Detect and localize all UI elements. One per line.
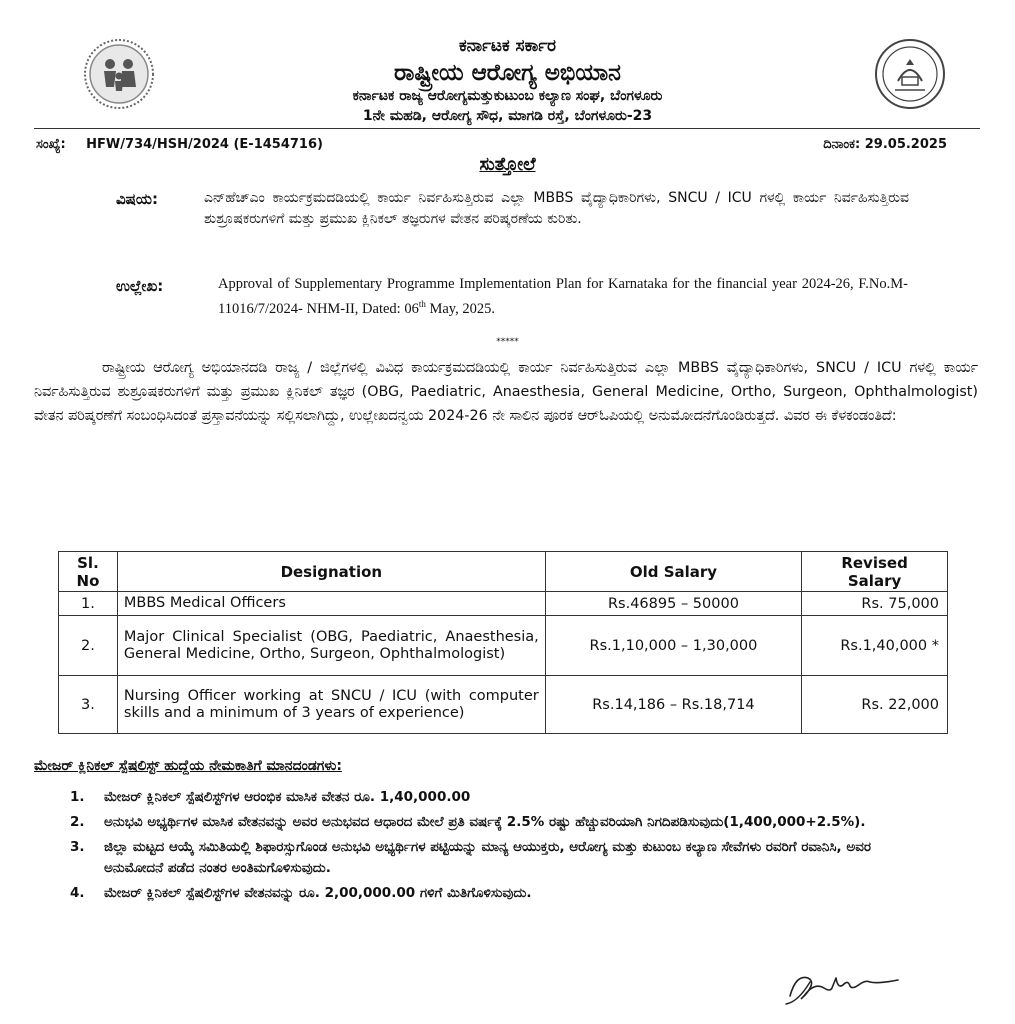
- item-text: ಮೇಜರ್ ಕ್ಲಿನಿಕಲ್ ಸ್ಪೆಷಲಿಸ್ಟ್‌ಗಳ ಆರಂಭಿಕ ಮಾಸಿಕ ವೇತನ ರೂ. 1,40,000.00: [104, 789, 471, 805]
- item-text: ಜಿಲ್ಲಾ ಮಟ್ಟದ ಆಯ್ಕೆ ಸಮಿತಿಯಲ್ಲಿ ಶಿಫಾರಸ್ಸುಗೊಂಡ ಅನುಭವಿ ಅಭ್ಯರ್ಥಿಗಳ ಪಟ್ಟಿಯನ್ನು ಮಾನ್ಯ ಆಯುಕ್ತರು, ಆರೋಗ್ಯ ಮತ್ತು ಕುಟುಂಬ ಕಲ್ಯಾಣ ಸೇವೆಗಳು ರವರಿಗೆ ರವಾನಿಸಿ, ಅವರ ಅನುಮೋದನೆ ಪಡೆದ ನಂತರ ಅಂತಿಮಗೊಳಿಸುವುದು.: [104, 839, 872, 876]
- header-sl-line1: Sl.: [77, 553, 99, 572]
- reference-number: HFW/734/HSH/2024 (E-1454716): [86, 137, 323, 152]
- row-designation: Nursing Officer working at SNCU / ICU (with computer skills and a minimum of 3 years of experience): [117, 676, 545, 734]
- item-number: 1.: [70, 789, 85, 805]
- table-row: [59, 676, 948, 734]
- list-item: [58, 883, 910, 904]
- criteria-heading: ಮೇಜರ್ ಕ್ಲಿನಿಕಲ್ ಸ್ಪೆಷಲಿಸ್ಟ್ ಹುದ್ದೆಯ ನೇಮಕಾತಿಗೆ ಮಾನದಂಡಗಳು:: [34, 758, 342, 774]
- reference-number-row: [36, 137, 323, 152]
- government-name: ಕರ್ನಾಟಕ ಸರ್ಕಾರ: [458, 36, 557, 56]
- table-row: [59, 616, 948, 676]
- row-old-salary: Rs.14,186 – Rs.18,714: [545, 676, 801, 734]
- list-item: [58, 837, 910, 879]
- header-revised-line2: Salary: [847, 571, 902, 590]
- reference-note-text: [218, 274, 908, 319]
- mission-name: ರಾಷ್ಟ್ರೀಯ ಆರೋಗ್ಯ ಅಭಿಯಾನ: [394, 60, 621, 86]
- header-revised-line1: Revised: [841, 553, 908, 572]
- row-old-salary: Rs.46895 – 50000: [545, 592, 801, 616]
- reference-note-tail: May, 2025.: [425, 300, 495, 317]
- date-row: [823, 137, 947, 152]
- section-separator: *****: [496, 337, 519, 347]
- row-revised-salary: Rs. 22,000: [802, 676, 948, 734]
- criteria-list: [58, 787, 910, 908]
- row-designation: MBBS Medical Officers: [117, 592, 545, 616]
- office-address: 1ನೇ ಮಹಡಿ, ಆರೋಗ್ಯ ಸೌಧ, ಮಾಗಡಿ ರಸ್ತೆ, ಬೆಂಗಳೂರು-23: [362, 108, 653, 124]
- salary-table-header: [59, 552, 948, 592]
- item-number: 4.: [70, 885, 85, 901]
- item-text: ಅನುಭವಿ ಅಭ್ಯರ್ಥಿಗಳ ಮಾಸಿಕ ವೇತನವನ್ನು ಅವರ ಅನುಭವದ ಆಧಾರದ ಮೇಲೆ ಪ್ರತಿ ವರ್ಷಕ್ಕೆ 2.5% ರಷ್ಟು ಹೆಚ್ಚುವರಿಯಾಗಿ ನಿಗದಿಪಡಿಸುವುದು(1,400,000+2.5%).: [104, 814, 866, 830]
- body-paragraph: ರಾಷ್ಟ್ರೀಯ ಆರೋಗ್ಯ ಅಭಿಯಾನದಡಿ ರಾಜ್ಯ / ಜಿಲ್ಲೆಗಳಲ್ಲಿ ವಿವಿಧ ಕಾರ್ಯಕ್ರಮದಡಿಯಲ್ಲಿ ಕಾರ್ಯ ನಿರ್ವಹಿಸುತ್ತಿರುವ ಎಲ್ಲಾ MBBS ವೈದ್ಯಾಧಿಕಾರಿಗಳು, SNCU / ICU ಗಳಲ್ಲಿ ಕಾರ್ಯ ನಿರ್ವಹಿಸುತ್ತಿರುವ ಶುಶ್ರೂಷಕರುಗಳಿಗೆ ಮತ್ತು ಪ್ರಮುಖ ಕ್ಲಿನಿಕಲ್ ತಜ್ಞರ (OBG, Paediatric, Anaesthesia, General Medicine, Ortho, Surgeon, Ophthalmologist) ವೇತನ ಪರಿಷ್ಕರಣೆಗೆ ಸಂಬಂಧಿಸಿದಂತೆ ಪ್ರಸ್ತಾವನೆಯನ್ನು ಸಲ್ಲಿಸಲಾಗಿದ್ದು, ಉಲ್ಲೇಖದನ್ವಯ 2024-26 ನೇ ಸಾಲಿನ ಪೂರಕ ಆರ್‌ಓಪಿಯಲ್ಲಿ ಅನುಮೋದನೆಗೊಂಡಿರುತ್ತದೆ. ವಿವರ ಈ ಕೆಳಕಂಡಂತಿದೆ:: [34, 360, 978, 424]
- row-designation: Major Clinical Specialist (OBG, Paediatric, Anaesthesia, General Medicine, Ortho, Surgeon, Ophthalmologist): [117, 616, 545, 676]
- signature-icon: [780, 962, 920, 1010]
- header-old-salary: Old Salary: [545, 552, 801, 592]
- row-old-salary: Rs.1,10,000 – 1,30,000: [545, 616, 801, 676]
- header-revised-salary: [802, 552, 948, 592]
- document-title: ಸುತ್ತೋಲೆ: [479, 154, 536, 175]
- reference-note-main: Approval of Supplementary Programme Implementation Plan for Karnataka for the financial year 2024-26, F.No.M-11016/7/2024- NHM-II, Dated: 06: [218, 276, 908, 317]
- table-row: [59, 592, 948, 616]
- header-sl-line2: No: [76, 571, 100, 590]
- item-number: 3.: [70, 839, 85, 855]
- row-sl: 2.: [59, 616, 118, 676]
- row-sl: 3.: [59, 676, 118, 734]
- row-revised-salary: Rs.1,40,000 *: [802, 616, 948, 676]
- item-number: 2.: [70, 814, 85, 830]
- header-divider: [34, 128, 980, 129]
- row-revised-salary: Rs. 75,000: [802, 592, 948, 616]
- item-text: ಮೇಜರ್ ಕ್ಲಿನಿಕಲ್ ಸ್ಪೆಷಲಿಸ್ಟ್‌ಗಳ ವೇತನವನ್ನು ರೂ. 2,00,000.00 ಗಳಿಗೆ ಮಿತಿಗೊಳಿಸುವುದು.: [104, 885, 532, 901]
- header-sl-no: [59, 552, 118, 592]
- list-item: [58, 812, 910, 833]
- list-item: [58, 787, 910, 808]
- salary-table: [58, 551, 948, 734]
- reference-label: ಸಂಖ್ಯೆ:: [36, 137, 66, 152]
- subject-text: ಎನ್‌ಹೆಚ್‌ಎಂ ಕಾರ್ಯಕ್ರಮದಡಿಯಲ್ಲಿ ಕಾರ್ಯ ನಿರ್ವಹಿಸುತ್ತಿರುವ ಎಲ್ಲಾ MBBS ವೈದ್ಯಾಧಿಕಾರಿಗಳು, SNCU / ICU ಗಳಲ್ಲಿ ಕಾರ್ಯ ನಿರ್ವಹಿಸುತ್ತಿರುವ ಶುಶ್ರೂಷಕರುಗಳಿಗೆ ಮತ್ತು ಪ್ರಮುಖ ಕ್ಲಿನಿಕಲ್ ತಜ್ಞರುಗಳ ವೇತನ ಪರಿಷ್ಕರಣೆಯ ಕುರಿತು.: [204, 190, 909, 227]
- society-name: ಕರ್ನಾಟಕ ರಾಜ್ಯ ಆರೋಗ್ಯಮತ್ತುಕುಟುಂಬ ಕಲ್ಯಾಣ ಸಂಘ, ಬೆಂಗಳೂರು: [352, 88, 663, 104]
- date-value: 29.05.2025: [864, 137, 947, 152]
- header-designation: Designation: [117, 552, 545, 592]
- reference-note-superscript: th: [418, 299, 426, 309]
- row-sl: 1.: [59, 592, 118, 616]
- subject-label: ವಿಷಯ:: [116, 190, 158, 208]
- reference-note-label: ಉಲ್ಲೇಖ:: [116, 277, 164, 295]
- date-label: ದಿನಾಂಕ:: [823, 137, 861, 152]
